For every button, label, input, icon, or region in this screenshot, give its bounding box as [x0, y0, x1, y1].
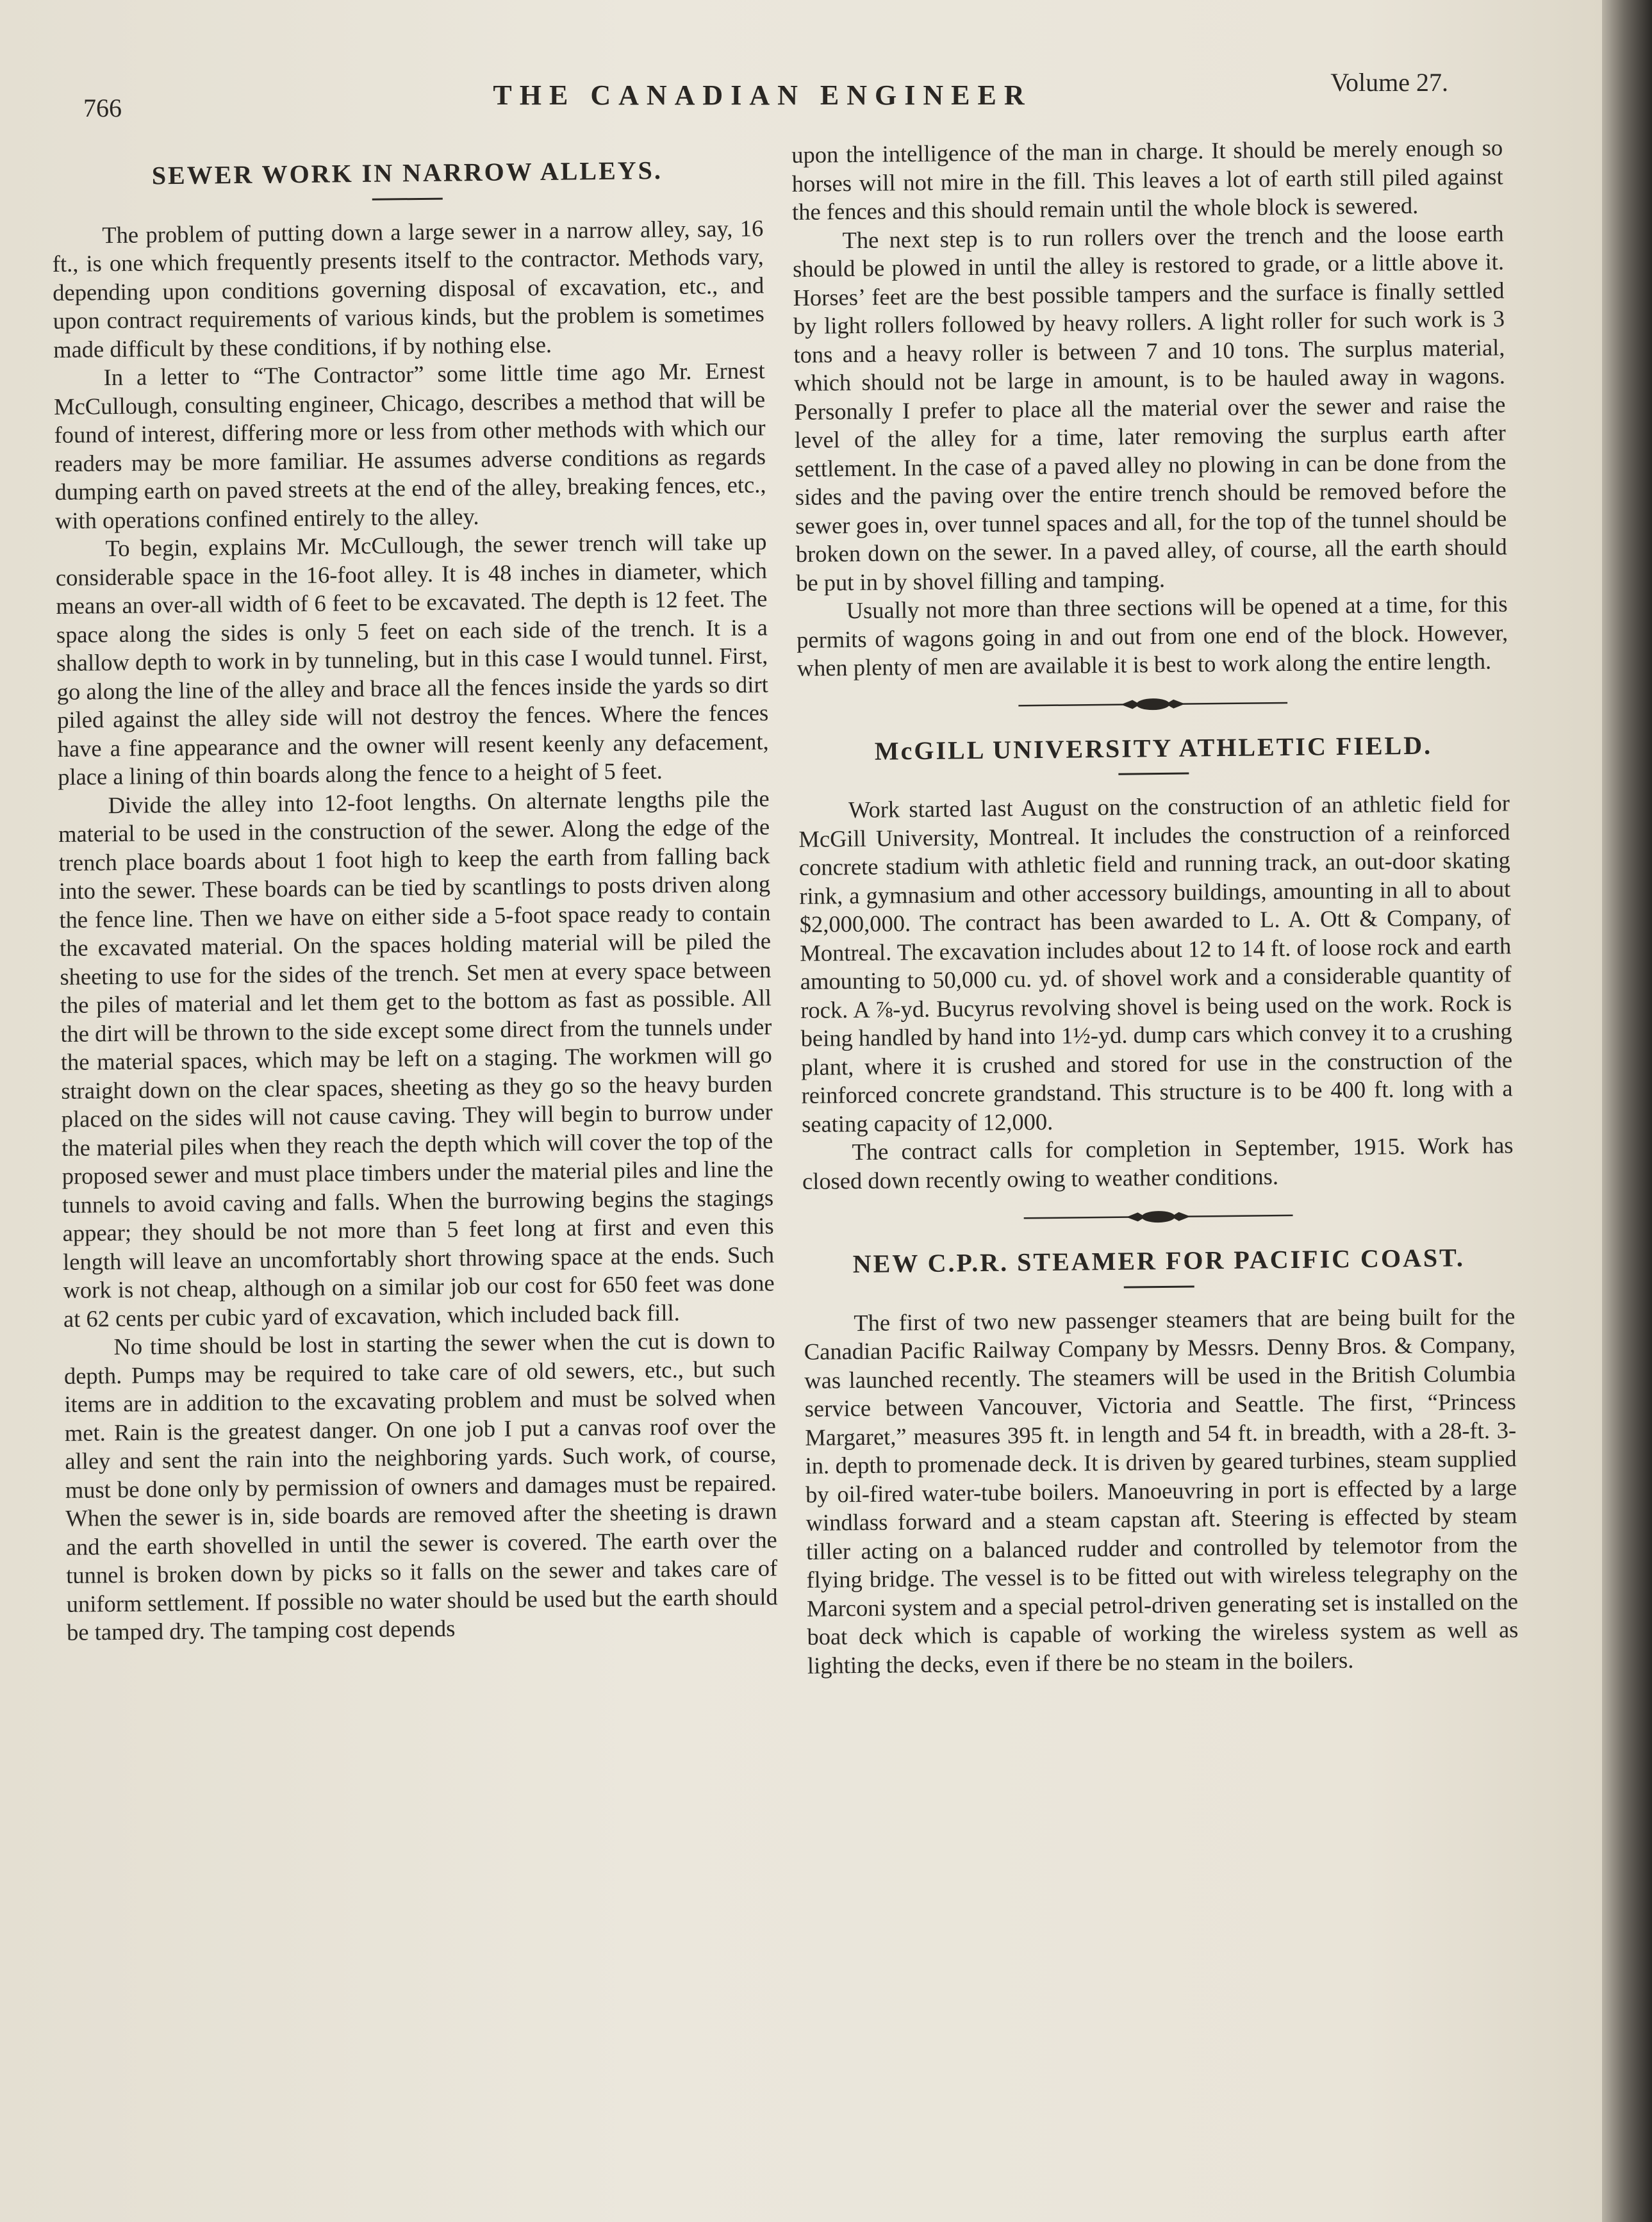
paragraph: Divide the alley into 12-foot lengths. On alternate lengths pile the material to be used in the construction of the sewer. Along the edge of the trench place boards about 1 foot high to keep the earth from falling back into the sewer. These boards can be tied by scantlings to posts driven along the fence line. Then we have on either side a 5-foot space ready to contain the excavated material. On the spaces holding material will be piled the sheeting to use for the sides of the trench. Set men at every space between the piles of material and let them get to the bottom as fast as possible. All the dirt will be thrown to the side except some direct from the tunnels under the material spaces, which may be left on a staging. The workmen will go straight down on the clear spaces, sheeting as they go so the heavy burden placed on the sides will not cause caving. They will begin to burrow under the material piles when they reach the depth which will cover the top of the proposed sewer and must place timbers under the material piles and line the tunnels to avoid caving and falls. When the burrowing begins the stagings appear; they should be not more than 5 feet long at first and even this length will leave an uncomfortably short throwing space at the ends. Such work is not cheap, although on a similar job our cost for 650 feet was done at 62 cents per cubic yard of excavation, which included back fill. [58, 784, 775, 1332]
article-title-sewer: SEWER WORK IN NARROW ALLEYS. [151, 156, 663, 190]
paragraph: The contract calls for completion in September, 1915. Work has closed down recently owing to weather conditions. [802, 1132, 1514, 1194]
running-header [77, 67, 1448, 122]
page-number: 766 [83, 94, 122, 122]
paragraph: The first of two new passenger steamers that are being built for the Canadian Pacific Railway Company by Messrs. Denny Bros. & Company, was launched recently. The steamers will be used in the British Columbia service between Vancouver, Victoria and Seattle. The first, “Princess Margaret,” measures 395 ft. in length and 54 ft. in breadth, with a 28-ft. 3-in. depth to promenade deck. It is driven by geared turbines, steam supplied by oil-fired water-tube boilers. Manoeuvring in port is effected by a large windlass forward and a steam capstan aft. Steering is effected by steam tiller acting on a balanced rudder and controlled by telemotor from the flying bridge. The vessel is to be fitted out with wireless telegraphy on the Marconi system and a special petrol-driven generating set is installed on the boat deck which is capable of working the wireless system as well as lighting the decks, even if there be no steam in the boilers. [804, 1302, 1519, 1679]
title-rule [372, 197, 443, 200]
title-rule [1118, 773, 1189, 775]
journal-title: THE CANADIAN ENGINEER [493, 79, 1032, 111]
paragraph: The problem of putting down a large sewer in a narrow alley, say, 16 ft., is one which frequently presents itself to the contractor. Methods vary, depending upon conditions governing disposal of excavation, etc., and upon contract requirements of various kinds, but the problem is sometimes made difficult by these conditions, if by nothing else. [52, 214, 764, 363]
paragraph: In a letter to “The Contractor” some little time ago Mr. Ernest McCullough, consulting engineer, Chicago, describes a method that will be found of interest, differing more or less from other methods with which our readers may be more familiar. He assumes adverse conditions as regards dumping earth on paved streets at the end of the alley, breaking fences, etc., with operations confined entirely to the alley. [53, 357, 766, 534]
section-divider-ornament [1023, 1205, 1293, 1229]
paragraph-continued: upon the intelligence of the man in charge. It should be merely enough so horses will not mire in the fill. This leaves a lot of earth still piled against the fences and this should remain until the whole block is sewered. [791, 134, 1503, 225]
paragraph: The next step is to run rollers over the trench and the loose earth should be plowed in until the alley is restored to grade, or a little above it. Horses’ feet are the best possible tampers and the surface is finally settled by light rollers followed by heavy rollers. A light roller for such work is 3 tons and a heavy roller is between 7 and 10 tons. The surplus material, which should not be large in amount, is to be hauled away in wagons. Personally I prefer to place all the material over the sewer and raise the level of the alley for a time, later removing the surplus earth after settlement. In the case of a paved alley no plowing in can be done from the sides and the paving over the entire trench should be removed before the sewer goes in, over tunnel spaces and all, for the top of the tunnel should be broken down on the sewer. In a paved alley, of course, all the earth should be put in by shovel filling and tamping. [792, 219, 1507, 596]
paragraph: Usually not more than three sections will be opened at a time, for this permits of wagons going in and out from one end of the block. However, when plenty of men are available it is best to work along the entire length. [796, 590, 1508, 681]
right-column [791, 133, 1519, 1679]
paragraph: To begin, explains Mr. McCullough, the sewer trench will take up considerable space in the 16-foot alley. It is 48 inches in diameter, which means an over-all width of 6 feet to be excavated. The depth is 12 feet. The space along the sides is only 5 feet on each side of the trench. It is a shallow depth to work in by tunneling, but in this case I would tunnel. First, go along the line of the alley and brace all the fences inside the yards so dirt piled against the alley side will not destroy the fences. Where the fences have a fine appearance and the owner will resent keenly any defacement, place a lining of thin boards along the fence to a height of 5 feet. [55, 528, 769, 790]
article-title-mcgill: McGILL UNIVERSITY ATHLETIC FIELD. [874, 730, 1433, 766]
paragraph: No time should be lost in starting the sewer when the cut is down to depth. Pumps may be required to take care of old sewers, etc., but such items are in addition to the excavating problem and must be solved when met. Rain is the greatest danger. On one job I put a canvas roof over the alley and sent the rain into the neighboring yards. Such work, of course, must be done only by permission of owners and damages must be repaired. When the sewer is in, side boards are removed after the sheeting is drawn and the earth shovelled in until the sewer is covered. The earth over the tunnel is broken down by picks so it falls on the sewer and takes care of uniform settlement. If possible no water should be used but the earth should be tamped dry. The tamping cost depends [63, 1326, 778, 1645]
volume-number: Volume 27. [1330, 68, 1448, 97]
title-rule [1124, 1285, 1194, 1288]
book-binding-shadow [1602, 0, 1652, 2222]
section-divider-ornament [1018, 691, 1287, 716]
paragraph: Work started last August on the construction of an athletic field for McGill University, Montreal. It includes the construction of a reinforced concrete stadium with athletic field and running track, an out-door skating rink, a gymnasium and other accessory buildings, amounting in all to about $2,000,000. The contract has been awarded to L. A. Ott & Company, of Montreal. The excavation includes about 12 to 14 ft. of loose rock and earth amounting to 50,000 cu. yd. of shovel work and a considerable quantity of rock. A ⅞-yd. Bucyrus revolving shovel is being used on the work. Rock is being handled by hand into 1½-yd. dump cars which convey it to a crushing plant, where it is crushed and stored for use in the construction of the reinforced concrete grandstand. This structure is to be 400 ft. long with a seating capacity of 12,000. [798, 789, 1513, 1137]
left-column [51, 146, 778, 1647]
article-title-steamer: NEW C.P.R. STEAMER FOR PACIFIC COAST. [852, 1243, 1466, 1279]
